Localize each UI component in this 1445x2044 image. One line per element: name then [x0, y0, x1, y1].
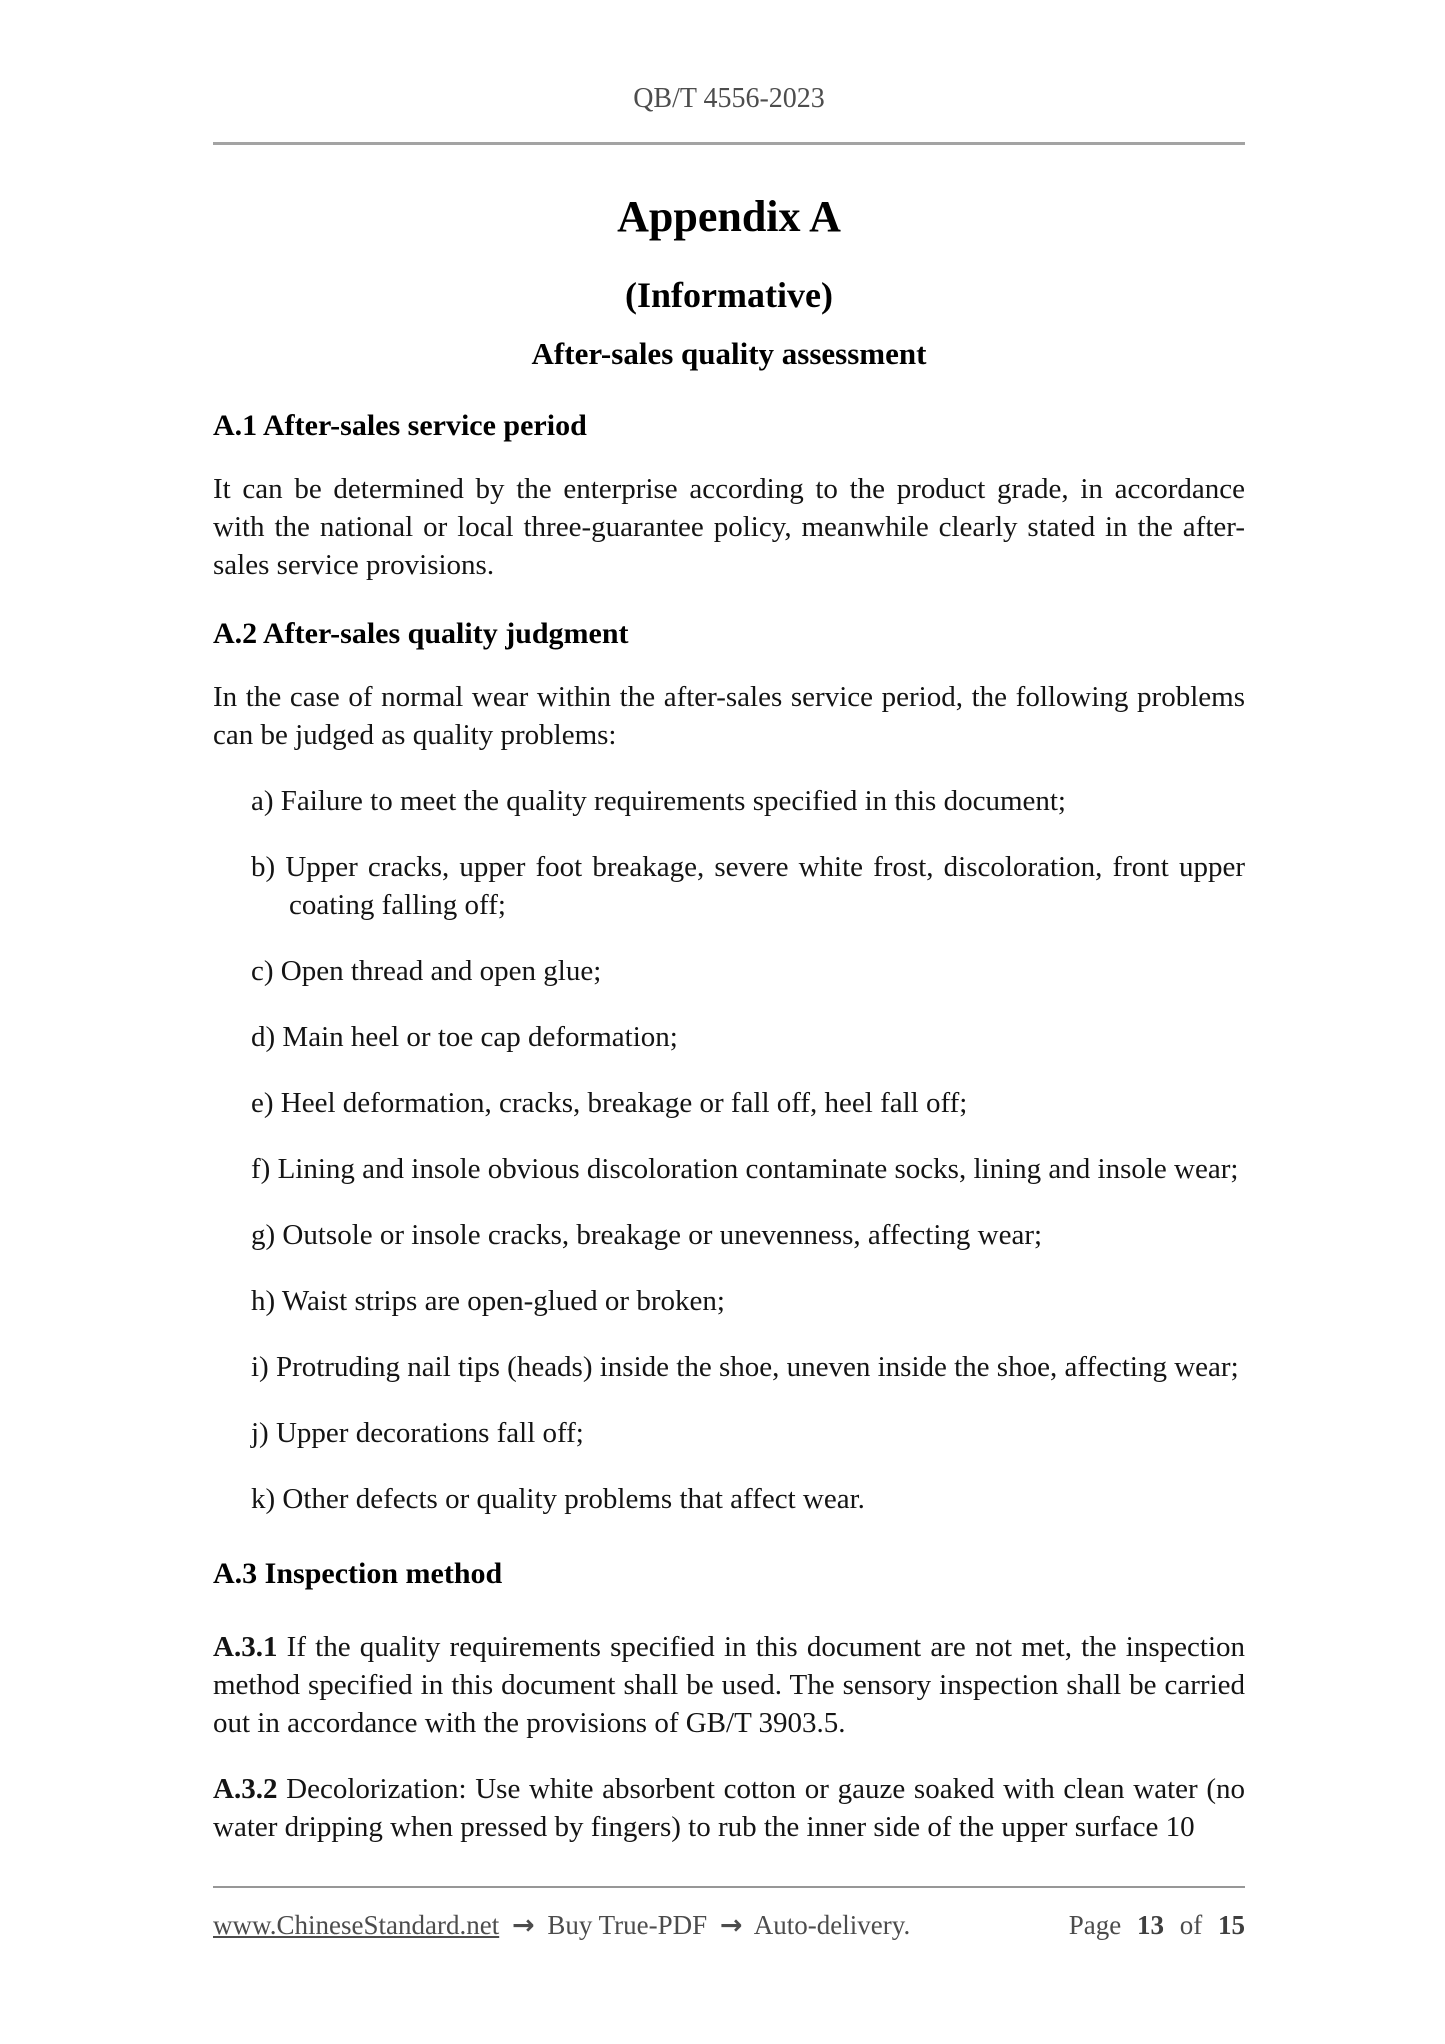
quality-problems-list [213, 782, 1245, 1518]
paragraph-text: It can be determined by the enterprise according to the product grade, in accordance with the national or local three-guarantee policy, meanwhile clearly stated in the after-sales service provisions. [213, 473, 1245, 582]
paragraph-text: Decolorization: Use white absorbent cotton or gauze soaked with clean water (no water dripping when pressed by fingers) to rub the inner side of the upper surface 10 [213, 1773, 1246, 1844]
header-doc-number: QB/T 4556-2023 [633, 83, 825, 114]
subject-title: After-sales quality assessment [531, 335, 927, 371]
appendix-title: Appendix A [617, 192, 841, 241]
header-divider [213, 142, 1245, 145]
footer [213, 1886, 1245, 1941]
list-item-marker: c) [251, 955, 274, 988]
section-a2-heading: A.2 After-sales quality judgment [213, 617, 629, 651]
list-item-text: Main heel or toe cap deformation; [282, 1021, 678, 1054]
section-a3-paragraph-1 [213, 1628, 1245, 1742]
section-a2-paragraph [213, 678, 1245, 754]
list-item-marker: f) [251, 1153, 271, 1186]
list-item-text: Other defects or quality problems that affect wear. [282, 1483, 865, 1516]
list-item [213, 848, 1245, 924]
list-item-text: Waist strips are open-glued or broken; [281, 1285, 725, 1318]
informative-subtitle: (Informative) [625, 274, 833, 315]
list-item-marker: b) [251, 851, 276, 884]
section-a1-paragraph [213, 470, 1245, 584]
list-item [213, 1150, 1245, 1188]
footer-buy-text: Buy True-PDF [547, 1910, 708, 1940]
footer-links [213, 1910, 916, 1941]
list-item-marker: i) [251, 1351, 269, 1384]
list-item-marker: a) [251, 785, 274, 818]
list-item-marker: h) [251, 1285, 276, 1318]
list-item-text: Lining and insole obvious discoloration contaminate socks, lining and insole wear; [277, 1153, 1239, 1186]
site-link[interactable]: www.ChineseStandard.net [213, 1910, 500, 1940]
footer-divider [213, 1886, 1245, 1888]
paragraph-label: A.3.1 [213, 1631, 278, 1664]
list-item-text: Outsole or insole cracks, breakage or unevenness, affecting wear; [282, 1219, 1043, 1252]
list-item [213, 1414, 1245, 1452]
page-label: Page [1068, 1910, 1122, 1940]
list-item [213, 1216, 1245, 1254]
list-item-text: Upper cracks, upper foot breakage, severe white frost, discoloration, front upper coating falling off; [285, 851, 1246, 922]
paragraph-text: In the case of normal wear within the after-sales service period, the following problems can be judged as quality problems: [213, 681, 1245, 752]
list-item [213, 952, 1245, 990]
arrow-right-icon: → [511, 1910, 535, 1941]
page-indicator [1060, 1910, 1245, 1941]
page-current: 13 [1137, 1910, 1164, 1940]
list-item-text: Open thread and open glue; [280, 955, 602, 988]
list-item [213, 1480, 1245, 1518]
footer-delivery-text: Auto-delivery. [753, 1910, 911, 1940]
section-a1-heading: A.1 After-sales service period [213, 409, 587, 443]
list-item [213, 1018, 1245, 1056]
arrow-right-icon: → [719, 1910, 743, 1941]
list-item-marker: d) [251, 1021, 276, 1054]
list-item-text: Heel deformation, cracks, breakage or fall off, heel fall off; [280, 1087, 968, 1120]
paragraph-text: If the quality requirements specified in this document are not met, the inspection method specified in this document shall be used. The sensory inspection shall be carried out in accordance with the provisions of GB/T 3903.5. [213, 1631, 1246, 1740]
page-total: 15 [1218, 1910, 1245, 1940]
paragraph-label: A.3.2 [213, 1773, 278, 1806]
section-a3-heading: A.3 Inspection method [213, 1557, 503, 1591]
list-item [213, 1348, 1245, 1386]
list-item [213, 782, 1245, 820]
list-item-text: Upper decorations fall off; [275, 1417, 584, 1450]
list-item-marker: j) [251, 1417, 269, 1450]
list-item-text: Protruding nail tips (heads) inside the shoe, uneven inside the shoe, affecting wear; [275, 1351, 1239, 1384]
section-a3-paragraph-2 [213, 1770, 1245, 1846]
list-item-marker: k) [251, 1483, 276, 1516]
list-item [213, 1282, 1245, 1320]
page-of-label: of [1179, 1910, 1203, 1940]
list-item-text: Failure to meet the quality requirements specified in this document; [280, 785, 1066, 818]
list-item-marker: g) [251, 1219, 276, 1252]
list-item-marker: e) [251, 1087, 274, 1120]
list-item [213, 1084, 1245, 1122]
